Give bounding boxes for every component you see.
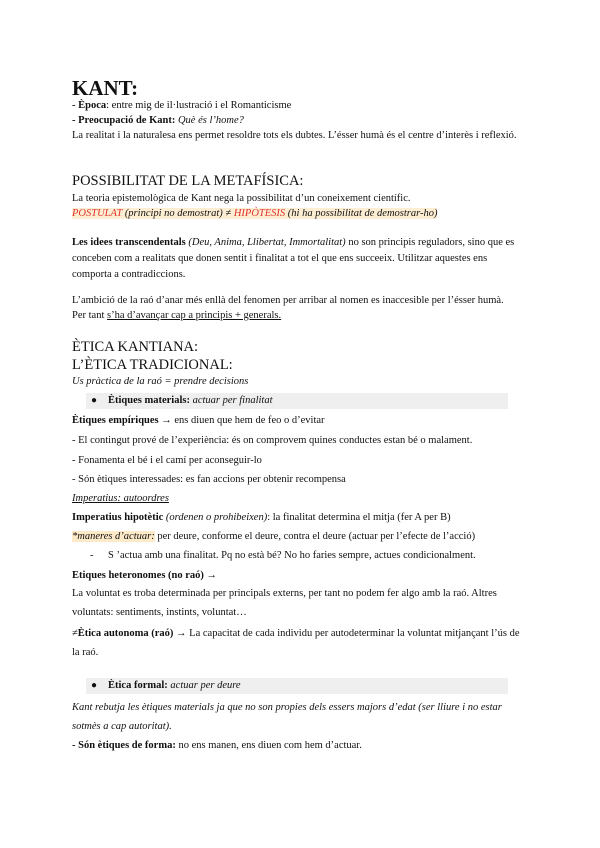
epoca-label: - Època <box>72 100 107 111</box>
formal-value: actuar per deure <box>167 680 241 691</box>
metafisica-heading: POSSIBILITAT DE LA METAFÍSICA: <box>72 173 304 189</box>
empiriques-item-2: - Fonamenta el bé i el camí per aconseguir-lo <box>72 455 262 466</box>
per-tant-line <box>72 308 528 324</box>
etica-heading: ÈTICA KANTIANA: <box>72 339 199 355</box>
page-title: KANT: <box>72 76 139 100</box>
kant-rebutja-paragraph: Kant rebutja les ètiques materials ja que no son propies dels essers majors d’edat (ser lliure i no estar sotmès a cap autoritat). <box>72 702 502 732</box>
autonoma-label: Ètica autonoma (raó) <box>77 628 174 639</box>
heteronomes-label: Etiques heteronomes (no raó) → <box>72 570 218 581</box>
bullet-icon: ● <box>91 395 98 406</box>
hipotesi-term: HIPÒTESIS <box>233 208 286 219</box>
autonoma-prefix: ≠ <box>72 628 78 639</box>
materials-value: actuar per finalitat <box>189 395 273 406</box>
preocupacio-label: - Preocupació de Kant: <box>72 115 176 126</box>
metafisica-line1: La teoria epistemològica de Kant nega la possibilitat d’un coneixement científic. <box>72 193 411 204</box>
idees-text: no son principis reguladors, sino que es conceben com a realitats que donen sentit i finalitat a tot el que ens succeeix. Utilitzar aquestes ens comporta a contradiccions. <box>72 237 515 280</box>
formal-heading <box>108 678 528 694</box>
hipotetic-line <box>72 510 528 526</box>
forma-label: - Són ètiques de forma: <box>72 740 176 751</box>
voluntat-paragraph: La voluntat es troba determinada per principals externs, per tant no podem fer algo amb la raó. Altres voluntats: sentiments, instints, voluntat… <box>72 588 497 618</box>
imperatius-line: Imperatius: autoordres <box>72 493 169 504</box>
maneres-text: per deure, conforme el deure, contra el deure (actuar per l’efecte de l’acció) <box>154 531 476 542</box>
idees-paren: (Deu, Anima, Llibertat, Immortalitat) <box>185 237 346 248</box>
hipotetic-text: : la finalitat determina el mitja (fer A per B) <box>267 512 451 523</box>
empiriques-line <box>72 413 528 429</box>
epoca-text: : entre mig de il·lustració i el Romanticisme <box>106 100 292 111</box>
postulat-highlight <box>72 208 437 219</box>
forma-text: no ens manen, ens diuen com hem d’actuar. <box>175 740 362 751</box>
bullet-icon: ● <box>91 680 98 691</box>
etica-subheading: L’ÈTICA TRADICIONAL: <box>72 357 233 373</box>
postulat-line <box>72 206 528 222</box>
postulat-paren: (principi no demostrat) ≠ <box>122 208 234 219</box>
empiriques-text: → ens diuen que hem de feo o d’evitar <box>158 415 325 426</box>
us-practica-line: Us pràctica de la raó = prendre decisions <box>72 376 249 387</box>
per-tant-text: Per tant <box>72 310 107 321</box>
empiriques-item-3: - Són ètiques interessades: es fan accions per obtenir recompensa <box>72 474 346 485</box>
forma-line <box>72 738 528 754</box>
formal-label: Ètica formal: <box>108 680 168 691</box>
per-tant-underlined: s’ha d’avançar cap a principis + generals. <box>107 310 282 321</box>
materials-heading <box>108 393 528 409</box>
preocupacio-value: Què és l’home? <box>177 115 244 126</box>
postulat-term: POSTULAT <box>72 208 123 219</box>
maneres-line <box>72 529 528 545</box>
empiriques-item-1: - El contingut prové de l’experiència: és on comprovem quines conductes estan bé o malament. <box>72 435 473 446</box>
maneres-label: *maneres d’actuar: <box>72 531 155 542</box>
autonoma-text: → La capacitat de cada individu per autodeterminar la voluntat mitjançant l’ús de la raó. <box>72 628 520 658</box>
preocupacio-line <box>72 113 528 129</box>
idees-label: Les idees transcendentals <box>72 237 186 248</box>
sub-item-dash: - <box>90 550 94 561</box>
sub-item: S ’actua amb una finalitat. Pq no està bé? No ho faries sempre, actues condicionalment. <box>108 550 476 561</box>
intro-paragraph: La realitat i la naturalesa ens permet resoldre tots els dubtes. L’ésser humà és el centre d’interès i reflexió. <box>72 130 517 141</box>
empiriques-label: Ètiques empíriques <box>72 415 159 426</box>
heteronomes-line <box>72 568 528 584</box>
autonoma-paragraph <box>72 624 528 662</box>
idees-paragraph <box>72 235 528 283</box>
hipotetic-label: Imperatius hipotètic <box>72 512 164 523</box>
ambicio-line: L’ambició de la raó d’anar més enllà del fenomen per arribar al nomen es inaccesible per l’ésser humà. <box>72 295 504 306</box>
hipotesi-paren: (hi ha possibilitat de demostrar-ho) <box>285 208 438 219</box>
materials-label: Ètiques materials: <box>108 395 190 406</box>
hipotetic-paren: (ordenen o prohibeixen) <box>163 512 268 523</box>
epoca-line <box>72 98 528 114</box>
